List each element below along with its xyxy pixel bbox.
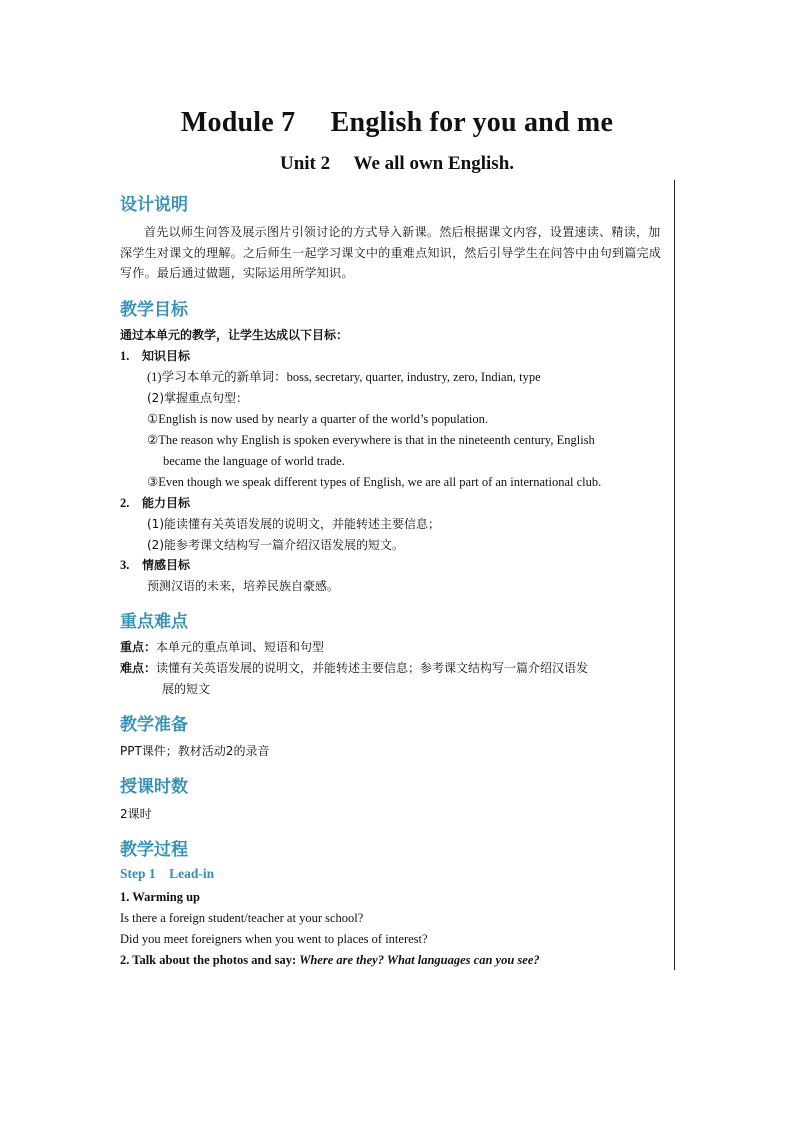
talk-title: 2. Talk about the photos and say: xyxy=(120,953,297,967)
difficulty-line xyxy=(120,658,588,679)
knowledge-goal-title: 知识目标 xyxy=(142,349,191,363)
emotion-goal-title: 情感目标 xyxy=(142,558,191,572)
ability-item-1: (1)能读懂有关英语发展的说明文，并能转述主要信息； xyxy=(147,517,441,531)
talk-about-line xyxy=(120,950,540,971)
margin-rule xyxy=(674,180,675,970)
key-sentence-3: ③Even though we speak different types of English, we are all part of an international club. xyxy=(147,475,602,489)
ability-goal-num: 2. xyxy=(120,496,130,510)
section-heading-process: 教学过程 xyxy=(120,840,188,860)
design-paragraph: 首先以师生问答及展示图片引领讨论的方式导入新课。然后根据课文内容，设置速读、精读，加深学生对课文的理解。之后师生一起学习课文中的重难点知识，然后引导学生在问答中由句到篇完成写作。最后通过做题，实际运用所学知识。 xyxy=(120,225,662,280)
knowledge-goal-num: 1. xyxy=(120,349,130,363)
key-sentence-2a: ②The reason why English is spoken everywhere is that in the nineteenth century, English xyxy=(147,433,595,447)
goals-intro: 通过本单元的教学，让学生达成以下目标： xyxy=(120,328,349,342)
emotion-goal-header xyxy=(120,556,190,573)
difficulty-text-a: 读懂有关英语发展的说明文，并能转述主要信息；参考课文结构写一篇介绍汉语发 xyxy=(156,661,589,675)
section-heading-hours: 授课时数 xyxy=(120,777,188,797)
question-1: Is there a foreign student/teacher at your school? xyxy=(120,911,364,925)
step-heading xyxy=(120,866,214,882)
ability-item-2: (2)能参考课文结构写一篇介绍汉语发展的短文。 xyxy=(147,538,404,552)
page-subtitle: Unit 2 We all own English. xyxy=(279,153,515,174)
difficulty-label: 难点： xyxy=(120,661,157,675)
knowledge-item-2: (2)掌握重点句型： xyxy=(147,391,248,405)
knowledge-goal-header xyxy=(120,347,190,364)
key-label: 重点： xyxy=(120,640,157,654)
ability-goal-title: 能力目标 xyxy=(142,496,191,510)
key-sentence-1: ①English is now used by nearly a quarter of the world’s population. xyxy=(147,412,489,426)
prep-text: PPT课件；教材活动2的录音 xyxy=(120,744,270,758)
question-2: Did you meet foreigners when you went to places of interest? xyxy=(120,932,428,946)
knowledge-item-1: (1)学习本单元的新单词：boss, secretary, quarter, industry, zero, Indian, type xyxy=(147,370,541,384)
ability-goal-header xyxy=(120,494,190,511)
emotion-goal-num: 3. xyxy=(120,558,130,572)
key-point-line xyxy=(120,637,324,658)
section-heading-goals: 教学目标 xyxy=(120,300,188,320)
step-title: Lead-in xyxy=(169,866,215,881)
hours-text: 2课时 xyxy=(120,807,152,821)
section-heading-design: 设计说明 xyxy=(120,195,188,215)
emotion-item-1: 预测汉语的未来，培养民族自豪感。 xyxy=(147,579,340,593)
key-sentence-2b: became the language of world trade. xyxy=(163,454,345,468)
section-heading-prep: 教学准备 xyxy=(120,715,188,735)
warming-up-title: 1. Warming up xyxy=(120,890,200,904)
talk-questions: Where are they? What languages can you see? xyxy=(299,953,540,967)
step-label: Step 1 xyxy=(120,866,156,881)
page-title: Module 7 English for you and me xyxy=(180,107,614,138)
key-text: 本单元的重点单词、短语和句型 xyxy=(156,640,325,654)
difficulty-text-b: 展的短文 xyxy=(162,682,211,696)
section-heading-keypoints: 重点难点 xyxy=(120,612,188,632)
